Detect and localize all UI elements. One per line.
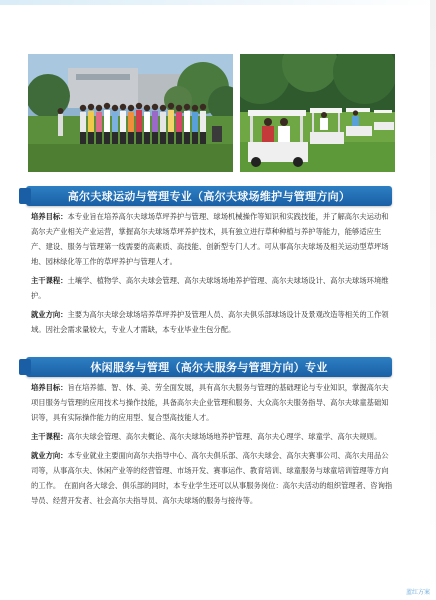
employment-text: 本专业就业主要面向高尔夫指导中心、高尔夫俱乐部、高尔夫球会、高尔夫赛事公司、高尔夫用品公司等，从事高尔夫、休闲产业等的经营管理、市场开发、赛事运作、教育培训、球童服务与球童培训管理等方向的工作。 在面向各大球会、俱乐部的同时，本专业学生还可以从事服务岗位：高尔夫活动的组织管理者、咨询指导员、经营开发者、社会高尔夫指导员、高尔夫球场的服务与接待等。	[31, 451, 393, 505]
page-edge-stripe	[430, 0, 436, 600]
training-goal-paragraph	[31, 209, 393, 269]
main-courses-text: 高尔夫球会管理、高尔夫概论、高尔夫球场场地养护管理、高尔夫心理学、球童学、高尔夫规则。	[67, 432, 382, 441]
photo-student-group	[28, 54, 233, 172]
main-courses-label: 主干课程：	[31, 276, 68, 285]
training-goal-text: 本专业旨在培养高尔夫球场草坪养护与管理、球场机械操作等知识和实践技能，并了解高尔夫运动和高尔夫产业相关产业运营，掌握高尔夫球场草坪养护技术，具有独立进行草种种植与养护等能力，能够适应生产、建设、服务与管理第一线需要的高素质、高技能、创新型专门人才。可从事高尔夫球场及相关运动型草坪场地、园林绿化等工作的草坪养护与管理人才。	[31, 212, 389, 266]
section-header-leisure-service	[26, 357, 392, 377]
section-header-golf-course-maintenance	[26, 186, 392, 206]
top-accent-bar	[0, 0, 436, 5]
employment-label: 就业方向：	[31, 451, 68, 460]
section-title: 休闲服务与管理（高尔夫服务与管理方向）专业	[90, 361, 328, 374]
header-marker	[19, 188, 31, 204]
photo-golf-carts	[240, 54, 395, 172]
employment-label: 就业方向：	[31, 310, 68, 319]
training-goal-label: 培养目标：	[31, 383, 68, 392]
section-body-leisure-service	[31, 380, 393, 512]
training-goal-text: 旨在培养德、智、体、美、劳全面发展，具有高尔夫服务与管理的基础理论与专业知识，掌握高尔夫项目服务与管理的应用技术与操作技能，具备高尔夫企业管理和服务、大众高尔夫服务指导、高尔夫球童基础知识等，具有实际操作能力的应用型、复合型高技能人才。	[31, 383, 389, 422]
training-goal-label: 培养目标：	[31, 212, 68, 221]
main-courses-paragraph	[31, 273, 393, 303]
employment-text: 主要为高尔夫球会球场培养草坪养护及管理人员、高尔夫俱乐部球场设计及景观改造等相关的工作领域。因社会需求量较大，专业人才需缺，本专业毕业生包分配。	[31, 310, 389, 334]
header-marker	[19, 359, 31, 375]
footer-mark: 蓝红方案	[405, 589, 430, 596]
main-courses-text: 土壤学、植物学、高尔夫球会管理、高尔夫球场场地养护管理、高尔夫球场设计、高尔夫球场环境维护。	[31, 276, 389, 300]
main-courses-paragraph	[31, 429, 393, 444]
employment-paragraph	[31, 307, 393, 337]
employment-paragraph	[31, 448, 393, 508]
main-courses-label: 主干课程：	[31, 432, 68, 441]
section-body-golf-course-maintenance	[31, 209, 393, 341]
section-title: 高尔夫球运动与管理专业（高尔夫球场维护与管理方向）	[67, 190, 351, 203]
training-goal-paragraph	[31, 380, 393, 425]
